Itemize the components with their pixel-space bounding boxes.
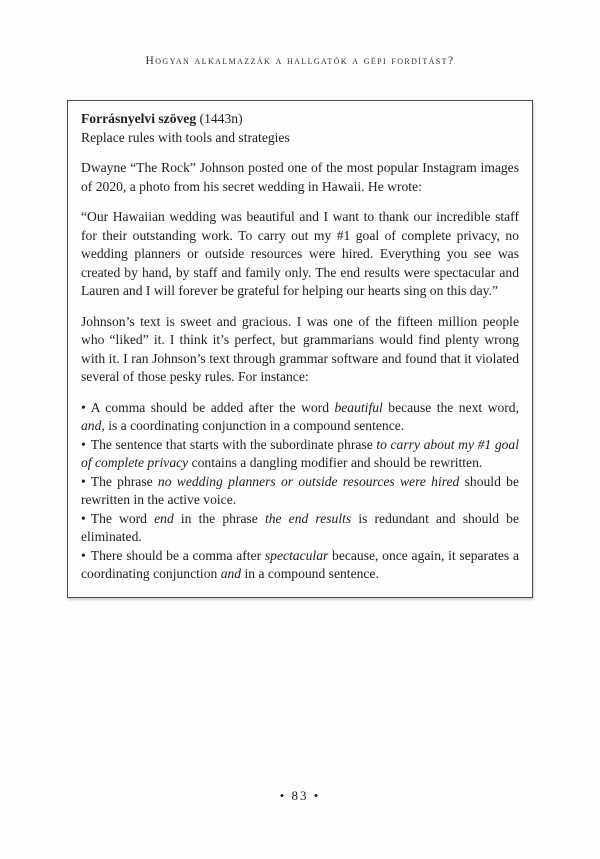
quote-paragraph: “Our Hawaiian wedding was beautiful and I want to thank our incredible staff for their outstanding work. To carry out my #1 goal of complete privacy, no wedding planners or outside resources were hired. Everything you see was created by hand, by staff and family only. The end results were spectacular and Lauren and I will forever be grateful for helping our hearts sing on this day.” (81, 209, 519, 298)
grammar-rule-item (81, 436, 519, 473)
bullet-marker: • (81, 510, 86, 526)
bullet-marker: • (81, 399, 86, 415)
grammar-rule-item (81, 473, 519, 510)
grammar-rule-item (81, 399, 519, 436)
bullet-marker: • (81, 473, 86, 489)
page-number: • 83 • (279, 788, 321, 803)
box-subtitle: Replace rules with tools and strategies (81, 129, 290, 145)
grammar-rule-item (81, 510, 519, 547)
box-title: Forrásnyelvi szöveg (1443n) (81, 111, 243, 126)
intro-paragraph: Dwayne “The Rock” Johnson posted one of the most popular Instagram images of 2020, a photo from his secret wedding in Hawaii. He wrote: (81, 160, 519, 194)
grammar-rule-text: A comma should be added after the word beautiful because the next word, and, is a coordinating conjunction in a compound sentence. (81, 399, 519, 433)
running-head: Hogyan alkalmazzák a hallgatók a gépi fordítást? (145, 55, 455, 67)
grammar-rule-text: The sentence that starts with the subordinate phrase to carry about my #1 goal of complete privacy contains a dangling modifier and should be rewritten. (81, 436, 519, 470)
grammar-rules-list (81, 399, 519, 584)
source-text-box (67, 100, 533, 598)
grammar-rule-text: The phrase no wedding planners or outside resources were hired should be rewritten in the active voice. (81, 473, 519, 507)
grammar-rule-text: The word end in the phrase the end results is redundant and should be eliminated. (81, 510, 519, 544)
commentary-paragraph: Johnson’s text is sweet and gracious. I was one of the fifteen million people who “liked” it. I think it’s perfect, but grammarians would find plenty wrong with it. I ran Johnson’s text through grammar software and found that it violated several of those pesky rules. For instance: (81, 313, 519, 384)
bullet-marker: • (81, 547, 86, 563)
grammar-rule-item (81, 547, 519, 584)
grammar-rule-text: There should be a comma after spectacular because, once again, it separates a coordinating conjunction and in a compound sentence. (81, 547, 519, 581)
bullet-marker: • (81, 436, 86, 452)
